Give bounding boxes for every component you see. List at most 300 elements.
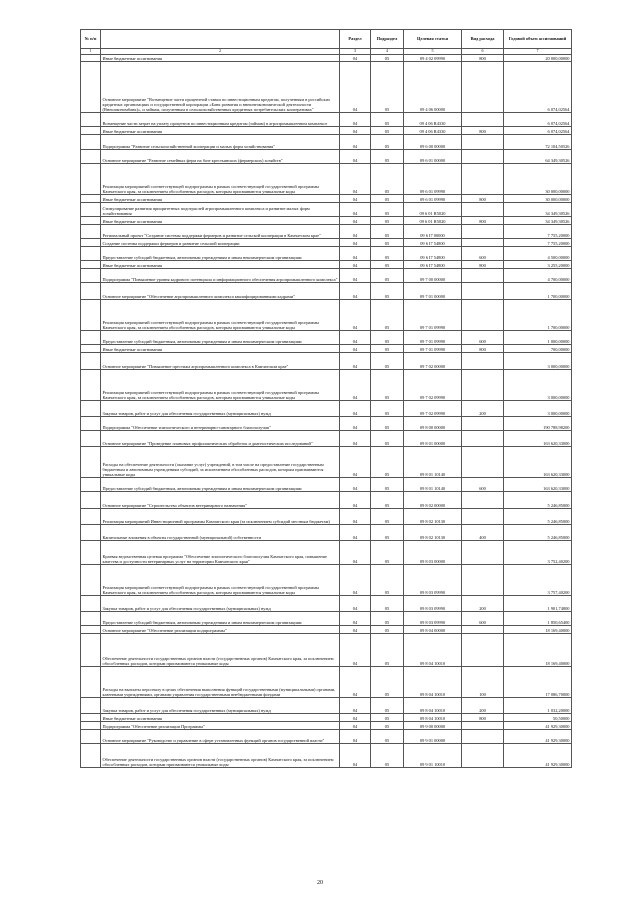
- row-amount: 163 620,33000: [504, 431, 572, 447]
- row-name: Реализация мероприятий соответствующей подпрограммы в рамках соответствующей государственной программы Камчатского края, за исключением обособленных расходов, которым присваиваются уникальные коды: [101, 370, 340, 401]
- row-number: [81, 300, 101, 331]
- row-podrazdel: 05: [371, 667, 404, 698]
- row-razdel: 04: [340, 730, 371, 744]
- table-row: [81, 541, 572, 565]
- row-podrazdel: 05: [371, 417, 404, 431]
- col-number: 4: [371, 49, 404, 55]
- row-target-article: 09 7 01 09990: [404, 300, 462, 331]
- table-row: [81, 626, 572, 634]
- row-podrazdel: 05: [371, 722, 404, 730]
- page-number: 20: [317, 880, 323, 886]
- row-name: Краевая ведомственная целевая программа "Обеспечение эпизоотического благополучия Камчатского края, повышение качества и доступности ветеринарных услуг на территории Камчатского края": [101, 541, 340, 565]
- row-number: [81, 269, 101, 283]
- row-amount: 18 169,40000: [504, 634, 572, 667]
- row-number: [81, 525, 101, 541]
- row-amount: 20 000,00000: [504, 55, 572, 62]
- row-amount: 1 901,74800: [504, 596, 572, 612]
- row-razdel: 04: [340, 667, 371, 698]
- table-row: [81, 195, 572, 203]
- row-expense-type: 800: [462, 195, 504, 203]
- row-target-article: 09 8 03 09990: [404, 565, 462, 596]
- row-name: Подпрограмма "Повышение уровня кадрового потенциала и информационного обеспечения агропромышленного комплекса": [101, 269, 340, 283]
- row-target-article: 09 8 03 00000: [404, 541, 462, 565]
- table-row: [81, 714, 572, 722]
- row-razdel: 04: [340, 492, 371, 509]
- row-razdel: 04: [340, 217, 371, 225]
- table-row: [81, 300, 572, 331]
- row-podrazdel: 05: [371, 127, 404, 135]
- col-number: 3: [340, 49, 371, 55]
- row-expense-type: [462, 744, 504, 768]
- row-number: [81, 492, 101, 509]
- row-number: [81, 331, 101, 345]
- row-target-article: 09 6 I7 54800: [404, 261, 462, 269]
- row-name: Основное мероприятие "Строительство объектов ветеринарного назначения": [101, 492, 340, 509]
- row-target-article: 09 6 00 00000: [404, 135, 462, 150]
- row-name: Подпрограмма "Развитие сельскохозяйственной кооперации и малых форм хозяйствования": [101, 135, 340, 150]
- row-target-article: 09 4 06 00000: [404, 62, 462, 113]
- row-podrazdel: 05: [371, 300, 404, 331]
- table-row: [81, 634, 572, 667]
- row-podrazdel: 05: [371, 401, 404, 417]
- row-expense-type: [462, 135, 504, 150]
- row-target-article: 09 9 00 00000: [404, 722, 462, 730]
- row-target-article: 09 8 02 10130: [404, 509, 462, 525]
- table-row: [81, 261, 572, 269]
- row-razdel: 04: [340, 283, 371, 300]
- row-amount: 41 929,30000: [504, 722, 572, 730]
- row-name: Возмещение части затрат на уплату процентов по инвестиционным кредитам (займам) в агропромышленном комплексе: [101, 113, 340, 127]
- row-name: Закупка товаров, работ и услуг для обеспечения государственных (муниципальных) нужд: [101, 401, 340, 417]
- row-podrazdel: 05: [371, 331, 404, 345]
- row-target-article: 09 6 I7 54800: [404, 247, 462, 261]
- row-target-article: 09 7 01 00000: [404, 283, 462, 300]
- row-podrazdel: 05: [371, 698, 404, 714]
- row-target-article: 09 7 00 00000: [404, 269, 462, 283]
- row-amount: 30 000,00000: [504, 164, 572, 195]
- row-target-article: 09 8 04 00000: [404, 626, 462, 634]
- row-amount: 1 000,00000: [504, 331, 572, 345]
- row-expense-type: [462, 113, 504, 127]
- row-number: [81, 722, 101, 730]
- row-amount: 3 000,00000: [504, 401, 572, 417]
- row-number: [81, 401, 101, 417]
- row-name: Иные бюджетные ассигнования: [101, 261, 340, 269]
- row-number: [81, 62, 101, 113]
- row-podrazdel: 05: [371, 431, 404, 447]
- row-name: Предоставление субсидий бюджетным, автономным учреждениям и иным некоммерческим организациям: [101, 478, 340, 492]
- row-podrazdel: 05: [371, 612, 404, 626]
- row-target-article: 09 6 I7 00000: [404, 225, 462, 239]
- table-row: [81, 239, 572, 247]
- row-number: [81, 261, 101, 269]
- row-number: [81, 225, 101, 239]
- row-target-article: 09 8 00 00000: [404, 417, 462, 431]
- table-row: [81, 217, 572, 225]
- row-number: [81, 164, 101, 195]
- row-amount: 7 755,20000: [504, 225, 572, 239]
- row-number: [81, 345, 101, 353]
- row-razdel: 04: [340, 269, 371, 283]
- row-amount: 163 620,33000: [504, 478, 572, 492]
- row-podrazdel: 05: [371, 113, 404, 127]
- col-header-podrazdel: Подраздел: [371, 30, 404, 49]
- row-expense-type: [462, 541, 504, 565]
- row-target-article: 09 8 03 09990: [404, 612, 462, 626]
- row-podrazdel: 05: [371, 164, 404, 195]
- row-number: [81, 135, 101, 150]
- row-number: [81, 55, 101, 62]
- table-row: [81, 269, 572, 283]
- row-name: Иные бюджетные ассигнования: [101, 345, 340, 353]
- row-razdel: 04: [340, 113, 371, 127]
- table-row: [81, 730, 572, 744]
- row-expense-type: [462, 722, 504, 730]
- row-amount: 18 169,40000: [504, 626, 572, 634]
- row-target-article: 09 8 02 00000: [404, 492, 462, 509]
- row-expense-type: [462, 492, 504, 509]
- row-expense-type: [462, 370, 504, 401]
- row-amount: 3 757,40200: [504, 565, 572, 596]
- row-razdel: 04: [340, 596, 371, 612]
- row-expense-type: [462, 150, 504, 164]
- row-name: Иные бюджетные ассигнования: [101, 55, 340, 62]
- row-expense-type: 800: [462, 127, 504, 135]
- row-target-article: 09 8 03 09990: [404, 596, 462, 612]
- row-expense-type: 800: [462, 714, 504, 722]
- row-amount: 3 255,20000: [504, 261, 572, 269]
- table-row: [81, 164, 572, 195]
- row-amount: 163 620,33000: [504, 447, 572, 478]
- row-name: Региональный проект "Создание системы поддержки фермеров и развитие сельской кооперации в Камчатском крае": [101, 225, 340, 239]
- col-header-vid: Вид расхода: [462, 30, 504, 49]
- table-row: [81, 698, 572, 714]
- row-number: [81, 417, 101, 431]
- row-razdel: 04: [340, 331, 371, 345]
- row-target-article: 09 7 01 09990: [404, 345, 462, 353]
- row-number: [81, 247, 101, 261]
- row-expense-type: [462, 431, 504, 447]
- row-amount: 17 086,70000: [504, 667, 572, 698]
- row-expense-type: 200: [462, 401, 504, 417]
- table-row: [81, 345, 572, 353]
- row-podrazdel: 05: [371, 541, 404, 565]
- col-header-name: [101, 30, 340, 49]
- row-razdel: 04: [340, 195, 371, 203]
- row-expense-type: [462, 203, 504, 217]
- row-name: Реализация мероприятий соответствующей подпрограммы в рамках соответствующей государственной программы Камчатского края, за исключением обособленных расходов, которым присваиваются уникальные коды: [101, 164, 340, 195]
- row-razdel: 04: [340, 698, 371, 714]
- table-row: [81, 331, 572, 345]
- row-number: [81, 239, 101, 247]
- row-number: [81, 195, 101, 203]
- row-expense-type: [462, 300, 504, 331]
- row-podrazdel: 05: [371, 150, 404, 164]
- row-razdel: 04: [340, 150, 371, 164]
- row-amount: 41 929,30000: [504, 730, 572, 744]
- row-razdel: 04: [340, 127, 371, 135]
- row-podrazdel: 05: [371, 478, 404, 492]
- row-podrazdel: 05: [371, 283, 404, 300]
- row-podrazdel: 05: [371, 353, 404, 370]
- table-row: [81, 203, 572, 217]
- row-number: [81, 353, 101, 370]
- table-row: [81, 127, 572, 135]
- row-expense-type: [462, 565, 504, 596]
- col-number: 2: [101, 49, 340, 55]
- row-razdel: 04: [340, 541, 371, 565]
- row-target-article: 09 8 04 10010: [404, 698, 462, 714]
- row-expense-type: [462, 730, 504, 744]
- row-expense-type: [462, 417, 504, 431]
- table-row: [81, 525, 572, 541]
- row-podrazdel: 05: [371, 626, 404, 634]
- row-podrazdel: 05: [371, 447, 404, 478]
- col-header-num: № п/п: [81, 30, 101, 49]
- row-podrazdel: 05: [371, 509, 404, 525]
- row-razdel: 04: [340, 525, 371, 541]
- row-amount: 3 000,00000: [504, 370, 572, 401]
- row-podrazdel: 05: [371, 203, 404, 217]
- table-row: [81, 744, 572, 768]
- row-target-article: 09 7 02 09990: [404, 401, 462, 417]
- row-number: [81, 113, 101, 127]
- row-expense-type: 800: [462, 261, 504, 269]
- row-target-article: 09 8 02 10130: [404, 525, 462, 541]
- row-number: [81, 714, 101, 722]
- row-amount: 3 752,40200: [504, 541, 572, 565]
- row-target-article: 09 8 04 10010: [404, 714, 462, 722]
- row-podrazdel: 05: [371, 525, 404, 541]
- row-expense-type: 600: [462, 247, 504, 261]
- row-razdel: 04: [340, 353, 371, 370]
- row-razdel: 04: [340, 55, 371, 62]
- table-row: [81, 150, 572, 164]
- row-expense-type: 400: [462, 525, 504, 541]
- row-target-article: 09 6 01 09990: [404, 195, 462, 203]
- row-name: Закупка товаров, работ и услуг для обеспечения государственных (муниципальных) нужд: [101, 596, 340, 612]
- row-amount: 3 000,00000: [504, 353, 572, 370]
- table-row: [81, 55, 572, 62]
- row-razdel: 04: [340, 431, 371, 447]
- row-name: Расходы на выплаты персоналу в целях обеспечения выполнения функций государственными (муниципальными) органами, казенными учреждениями, органами управления государственными внебюджетными фондами: [101, 667, 340, 698]
- row-target-article: 09 8 01 10140: [404, 478, 462, 492]
- row-razdel: 04: [340, 634, 371, 667]
- row-podrazdel: 05: [371, 596, 404, 612]
- row-razdel: 04: [340, 509, 371, 525]
- table-row: [81, 62, 572, 113]
- row-target-article: 09 7 01 09990: [404, 331, 462, 345]
- row-number: [81, 447, 101, 478]
- row-razdel: 04: [340, 203, 371, 217]
- row-name: Капитальные вложения в объекты государственной (муниципальной) собственности: [101, 525, 340, 541]
- row-target-article: 09 8 04 10010: [404, 634, 462, 667]
- row-target-article: 09 4 02 09990: [404, 55, 462, 62]
- col-number: 6: [462, 49, 504, 55]
- row-name: Обеспечение деятельности государственных органов власти (государственных органов) Камчатского края, за исключением обособленных расходов, которым присваиваются уникальные коды: [101, 744, 340, 768]
- row-name: Основное мероприятие "Развитие семейных ферм на базе крестьянских (фермерских) хозяйств": [101, 150, 340, 164]
- table-row: [81, 353, 572, 370]
- row-target-article: 09 8 04 10010: [404, 667, 462, 698]
- table-row: [81, 370, 572, 401]
- budget-table: [80, 29, 572, 768]
- row-target-article: 09 9 01 00000: [404, 730, 462, 744]
- row-expense-type: 800: [462, 345, 504, 353]
- row-amount: 6 074,02564: [504, 113, 572, 127]
- row-razdel: 04: [340, 261, 371, 269]
- row-podrazdel: 05: [371, 714, 404, 722]
- row-razdel: 04: [340, 714, 371, 722]
- row-podrazdel: 05: [371, 269, 404, 283]
- row-podrazdel: 05: [371, 62, 404, 113]
- row-name: Иные бюджетные ассигнования: [101, 195, 340, 203]
- row-name: Реализация мероприятий Инвестиционной программы Камчатского края (за исключением субсидий местным бюджетам): [101, 509, 340, 525]
- row-number: [81, 478, 101, 492]
- row-razdel: 04: [340, 401, 371, 417]
- row-razdel: 04: [340, 164, 371, 195]
- col-number: 5: [404, 49, 462, 55]
- row-amount: 34 349,30526: [504, 203, 572, 217]
- col-number: 1: [81, 49, 101, 55]
- row-amount: 4 500,00000: [504, 247, 572, 261]
- table-row: [81, 135, 572, 150]
- row-name: Иные бюджетные ассигнования: [101, 217, 340, 225]
- table-row: [81, 247, 572, 261]
- row-name: Реализация мероприятий соответствующей подпрограммы в рамках соответствующей государственной программы Камчатского края, за исключением обособленных расходов, которым присваиваются уникальные коды: [101, 300, 340, 331]
- row-expense-type: 100: [462, 667, 504, 698]
- row-name: Создание системы поддержки фермеров и развитие сельской кооперации: [101, 239, 340, 247]
- row-amount: 190 788,98200: [504, 417, 572, 431]
- row-expense-type: [462, 283, 504, 300]
- row-number: [81, 667, 101, 698]
- row-number: [81, 431, 101, 447]
- table-row: [81, 417, 572, 431]
- row-target-article: 09 6 01 09990: [404, 164, 462, 195]
- row-expense-type: [462, 626, 504, 634]
- row-razdel: 04: [340, 744, 371, 768]
- row-number: [81, 634, 101, 667]
- row-amount: 34 349,30526: [504, 217, 572, 225]
- row-razdel: 04: [340, 722, 371, 730]
- row-amount: 41 929,30000: [504, 744, 572, 768]
- row-number: [81, 730, 101, 744]
- row-expense-type: 200: [462, 698, 504, 714]
- table-row: [81, 509, 572, 525]
- col-header-razdel: Раздел: [340, 30, 371, 49]
- table-body: [81, 55, 572, 768]
- table-row: [81, 113, 572, 127]
- table-row: [81, 492, 572, 509]
- row-amount: 1 850,65400: [504, 612, 572, 626]
- row-name: Основное мероприятие "Проведение плановых профилактических обработок и диагностических исследований": [101, 431, 340, 447]
- budget-table-sheet: [80, 29, 571, 768]
- table-row: [81, 447, 572, 478]
- row-number: [81, 541, 101, 565]
- row-podrazdel: 05: [371, 565, 404, 596]
- row-name: Предоставление субсидий бюджетным, автономным учреждениям и иным некоммерческим организациям: [101, 612, 340, 626]
- row-number: [81, 698, 101, 714]
- table-row: [81, 722, 572, 730]
- row-target-article: 09 6 01 R5020: [404, 203, 462, 217]
- row-name: Предоставление субсидий бюджетным, автономным учреждениям и иным некоммерческим организациям: [101, 247, 340, 261]
- col-number: 7: [504, 49, 572, 55]
- row-podrazdel: 05: [371, 730, 404, 744]
- row-name: Закупка товаров, работ и услуг для обеспечения государственных (муниципальных) нужд: [101, 698, 340, 714]
- table-row: [81, 667, 572, 698]
- row-podrazdel: 05: [371, 492, 404, 509]
- row-amount: 1 700,00000: [504, 283, 572, 300]
- row-razdel: 04: [340, 370, 371, 401]
- row-amount: 7 755,20000: [504, 239, 572, 247]
- row-target-article: 09 6 I7 54800: [404, 239, 462, 247]
- row-number: [81, 127, 101, 135]
- row-expense-type: [462, 239, 504, 247]
- row-name: Основное мероприятие "Обеспечение реализации подпрограммы": [101, 626, 340, 634]
- row-number: [81, 283, 101, 300]
- row-razdel: 04: [340, 239, 371, 247]
- row-amount: 4 700,00000: [504, 269, 572, 283]
- row-expense-type: 600: [462, 612, 504, 626]
- row-amount: 5 246,85000: [504, 509, 572, 525]
- row-expense-type: [462, 225, 504, 239]
- row-target-article: 09 9 01 10010: [404, 744, 462, 768]
- row-name: Иные бюджетные ассигнования: [101, 714, 340, 722]
- row-number: [81, 596, 101, 612]
- row-target-article: 09 8 01 00000: [404, 431, 462, 447]
- row-number: [81, 565, 101, 596]
- row-expense-type: 800: [462, 217, 504, 225]
- row-amount: 72 104,50526: [504, 135, 572, 150]
- table-row: [81, 225, 572, 239]
- table-row: [81, 401, 572, 417]
- row-name: Подпрограмма "Обеспечение реализации Программы": [101, 722, 340, 730]
- row-number: [81, 217, 101, 225]
- row-amount: 30 000,00000: [504, 195, 572, 203]
- row-expense-type: [462, 164, 504, 195]
- row-expense-type: [462, 62, 504, 113]
- row-target-article: 09 4 06 R4330: [404, 113, 462, 127]
- row-expense-type: 200: [462, 596, 504, 612]
- row-expense-type: 800: [462, 55, 504, 62]
- row-expense-type: [462, 353, 504, 370]
- row-razdel: 04: [340, 612, 371, 626]
- row-razdel: 04: [340, 300, 371, 331]
- row-number: [81, 150, 101, 164]
- row-name: Основное мероприятие "Повышение престижа агропромышленного комплекса в Камчатском крае": [101, 353, 340, 370]
- row-number: [81, 744, 101, 768]
- row-expense-type: 600: [462, 331, 504, 345]
- col-header-sum: Годовой объем ассигнований: [504, 30, 572, 49]
- row-target-article: 09 8 01 10140: [404, 447, 462, 478]
- row-podrazdel: 05: [371, 261, 404, 269]
- row-target-article: 09 4 06 R4330: [404, 127, 462, 135]
- row-name: Основное мероприятие "Обеспечение агропромышленного комплекса квалифицированными кадрами": [101, 283, 340, 300]
- row-razdel: 04: [340, 626, 371, 634]
- row-name: Основное мероприятие "Возмещение части процентной ставки по инвестиционным кредитам, полученным в российских кредитных организациях и государственной корпорации «Банк развития и внешнеэкономической деятельности (Внешэкономбанк)», и займам, полученным в сельскохозяйственных кредитных потребительских кооперативах": [101, 62, 340, 113]
- row-razdel: 04: [340, 565, 371, 596]
- row-number: [81, 370, 101, 401]
- row-amount: 700,00000: [504, 345, 572, 353]
- row-expense-type: [462, 509, 504, 525]
- row-razdel: 04: [340, 247, 371, 261]
- col-header-tsel: Целевая статья: [404, 30, 462, 49]
- row-amount: 1 032,20000: [504, 698, 572, 714]
- row-number: [81, 509, 101, 525]
- row-expense-type: [462, 634, 504, 667]
- table-row: [81, 478, 572, 492]
- row-podrazdel: 05: [371, 55, 404, 62]
- row-podrazdel: 05: [371, 345, 404, 353]
